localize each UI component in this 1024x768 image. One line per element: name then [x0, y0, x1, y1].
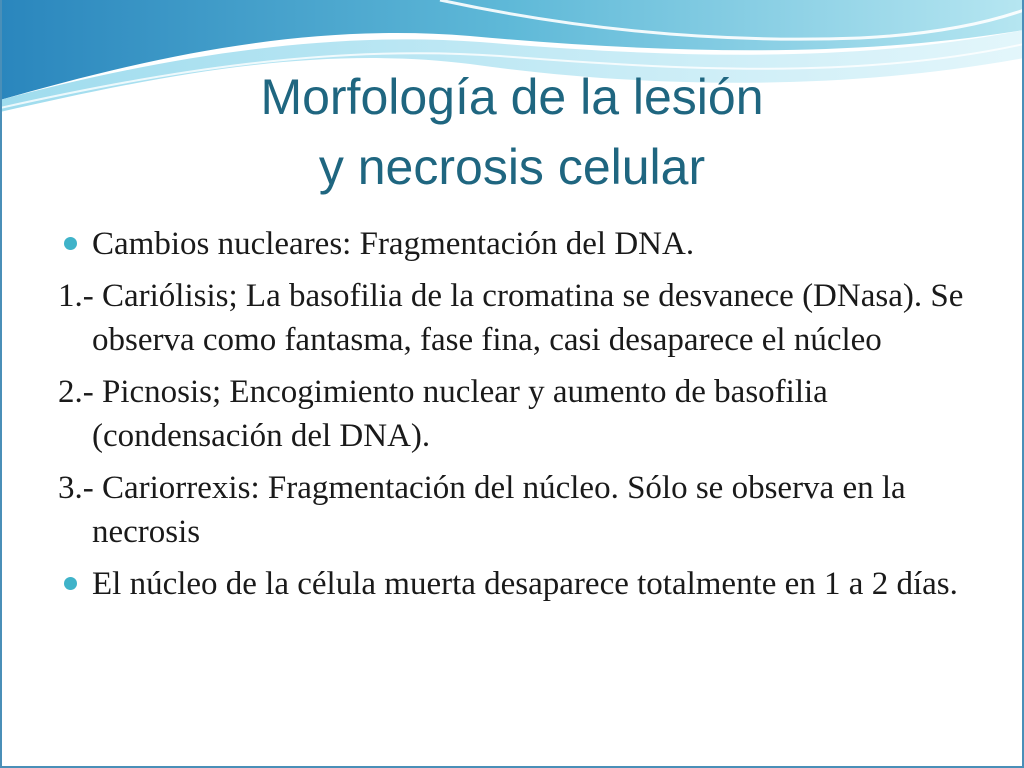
slide-body: [58, 222, 978, 614]
bullet-dot-icon: [64, 237, 77, 250]
list-item: [58, 466, 978, 554]
list-item: [58, 370, 978, 458]
slide-title: [0, 62, 1024, 202]
list-item-text: 1.- Cariólisis; La basofilia de la cromatina se desvanece (DNasa). Se observa como fantasma, fase fina, casi desaparece el núcleo: [58, 278, 964, 358]
title-line-2: y necrosis celular: [318, 139, 706, 195]
list-item-text: Cambios nucleares: Fragmentación del DNA.: [92, 226, 695, 262]
title-line-1: Morfología de la lesión: [260, 69, 764, 125]
list-item-text: 2.- Picnosis; Encogimiento nuclear y aumento de basofilia (condensación del DNA).: [58, 374, 828, 454]
list-item-text: El núcleo de la célula muerta desaparece totalmente en 1 a 2 días.: [92, 566, 958, 602]
list-item: [58, 222, 978, 266]
list-item: [58, 274, 978, 362]
list-item: [58, 562, 978, 606]
bullet-dot-icon: [64, 577, 77, 590]
list-item-text: 3.- Cariorrexis: Fragmentación del núcleo. Sólo se observa en la necrosis: [58, 470, 906, 550]
